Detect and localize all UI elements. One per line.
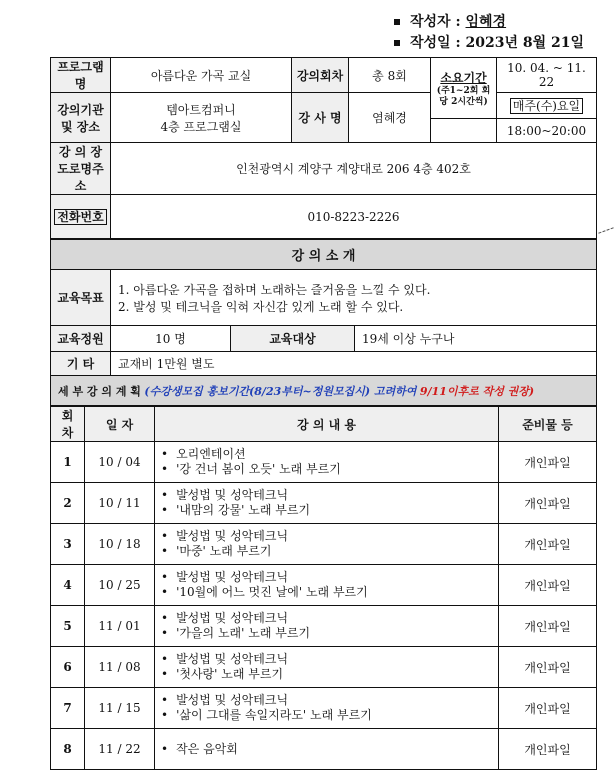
period-cell: [431, 58, 497, 119]
plan-title: 세 부 강 의 계 획: [58, 384, 141, 398]
date-label: 작성일 :: [410, 35, 461, 51]
schedule-row: [51, 647, 597, 688]
target-label: 교육대상: [231, 326, 355, 352]
venue-cell: [111, 93, 292, 143]
goals-cell: [111, 270, 597, 326]
session-supplies: 개인파일: [499, 565, 597, 606]
session-content: [155, 606, 499, 647]
session-date: 10 / 18: [85, 524, 155, 565]
content-line: • 발성법 및 성악테크닉: [161, 693, 495, 708]
goal-2: 2. 발성 및 테크닉을 익혀 자신감 있게 노래 할 수 있다.: [118, 299, 404, 314]
goals-label: 교육목표: [51, 270, 111, 326]
author-name: 임혜경: [465, 14, 507, 30]
session-supplies: 개인파일: [499, 647, 597, 688]
schedule-table: [50, 406, 597, 770]
weekday-cell: [497, 93, 597, 119]
plan-note-red: 9/11이후로 작성 권장): [419, 384, 535, 398]
session-date: 11 / 01: [85, 606, 155, 647]
phone-label: 전화번호: [54, 209, 106, 225]
period-note: (주1~2회 회당 2시간씩): [436, 85, 491, 107]
bullet-square-icon: [394, 19, 400, 25]
sessions-value: 총 8회: [349, 58, 431, 93]
class-time: 18:00~20:00: [497, 119, 597, 143]
content-line: • 작은 음악회: [161, 742, 495, 757]
session-date: 10 / 11: [85, 483, 155, 524]
address: 인천광역시 계양구 계양대로 206 4층 402호: [111, 143, 597, 195]
program-label: 프로그램명: [51, 58, 111, 93]
session-supplies: 개인파일: [499, 442, 597, 483]
info-table: [50, 57, 597, 239]
schedule-row: [51, 729, 597, 770]
session-number: 1: [51, 442, 85, 483]
content-line: • '첫사랑' 노래 부르기: [161, 667, 495, 682]
schedule-row: [51, 483, 597, 524]
dashed-line-decoration: [598, 227, 613, 233]
col-content: 강 의 내 용: [155, 407, 499, 442]
session-date: 11 / 15: [85, 688, 155, 729]
content-line: • '10월에 어느 멋진 날에' 노래 부르기: [161, 585, 495, 600]
schedule-row: [51, 565, 597, 606]
session-number: 7: [51, 688, 85, 729]
bullet-square-icon: [394, 40, 400, 46]
session-number: 2: [51, 483, 85, 524]
content-line: • '가을의 노래' 노래 부르기: [161, 626, 495, 641]
plan-note-blue: (수강생모집 홍보기간(8/23부터~정원모집시) 고려하여: [144, 384, 417, 398]
date-value: 2023년 8월 21일: [465, 35, 585, 51]
session-supplies: 개인파일: [499, 483, 597, 524]
session-supplies: 개인파일: [499, 606, 597, 647]
author-block: [394, 12, 584, 54]
session-content: [155, 524, 499, 565]
content-line: • 발성법 및 성악테크닉: [161, 488, 495, 503]
content-line: • '강 건너 봄이 오듯' 노래 부르기: [161, 462, 495, 477]
session-number: 4: [51, 565, 85, 606]
session-content: [155, 729, 499, 770]
phone-label-cell: [51, 195, 111, 239]
venue-line-1: 템아트컴퍼니: [166, 102, 236, 117]
date-line: [394, 33, 584, 54]
venue-label: 강의기관 및 장소: [51, 93, 111, 143]
session-supplies: 개인파일: [499, 524, 597, 565]
session-content: [155, 483, 499, 524]
content-line: • 발성법 및 성악테크닉: [161, 652, 495, 667]
session-number: 6: [51, 647, 85, 688]
content-line: • 발성법 및 성악테크닉: [161, 529, 495, 544]
session-content: [155, 647, 499, 688]
schedule-row: [51, 442, 597, 483]
period-spacer: [431, 119, 497, 143]
schedule-row: [51, 688, 597, 729]
plan-title-cell: [51, 376, 597, 406]
content-line: • 오리엔테이션: [161, 447, 495, 462]
session-date: 11 / 22: [85, 729, 155, 770]
session-content: [155, 565, 499, 606]
content-line: • '마중' 노래 부르기: [161, 544, 495, 559]
col-date: 일 자: [85, 407, 155, 442]
intro-heading: 강 의 소 개: [51, 240, 597, 270]
session-supplies: 개인파일: [499, 729, 597, 770]
content-line: • 발성법 및 성악테크닉: [161, 570, 495, 585]
instructor-name: 염혜경: [349, 93, 431, 143]
schedule-body: [51, 442, 597, 770]
session-number: 8: [51, 729, 85, 770]
content-line: • '내맘의 강물' 노래 부르기: [161, 503, 495, 518]
session-number: 3: [51, 524, 85, 565]
col-supplies: 준비물 등: [499, 407, 597, 442]
schedule-row: [51, 606, 597, 647]
target: 19세 이상 누구나: [355, 326, 597, 352]
session-supplies: 개인파일: [499, 688, 597, 729]
weekday: 매주(수)요일: [510, 98, 583, 114]
session-date: 10 / 04: [85, 442, 155, 483]
etc-label: 기 타: [51, 352, 111, 376]
schedule-row: [51, 524, 597, 565]
address-label: 강 의 장 도로명주소: [51, 143, 111, 195]
period-dates: 10. 04. ~ 11. 22: [497, 58, 597, 93]
intro-table: [50, 239, 597, 406]
col-no: 회 차: [51, 407, 85, 442]
author-label: 작성자 :: [410, 14, 461, 30]
phone: 010-8223-2226: [111, 195, 597, 239]
sessions-label: 강의회차: [292, 58, 349, 93]
goal-1: 1. 아름다운 가곡을 접하며 노래하는 즐거움을 느낄 수 있다.: [118, 282, 431, 297]
lecture-plan-document: [50, 57, 596, 779]
session-date: 10 / 25: [85, 565, 155, 606]
session-content: [155, 688, 499, 729]
etc: 교재비 1만원 별도: [111, 352, 597, 376]
session-date: 11 / 08: [85, 647, 155, 688]
author-line: [394, 12, 584, 33]
content-line: • '삶이 그대를 속일지라도' 노래 부르기: [161, 708, 495, 723]
capacity: 10 명: [111, 326, 231, 352]
period-label: 소요기간: [440, 70, 487, 85]
session-content: [155, 442, 499, 483]
session-number: 5: [51, 606, 85, 647]
capacity-label: 교육정원: [51, 326, 111, 352]
venue-line-2: 4층 프로그램실: [160, 119, 242, 134]
program-name: 아름다운 가곡 교실: [111, 58, 292, 93]
instructor-label: 강 사 명: [292, 93, 349, 143]
content-line: • 발성법 및 성악테크닉: [161, 611, 495, 626]
